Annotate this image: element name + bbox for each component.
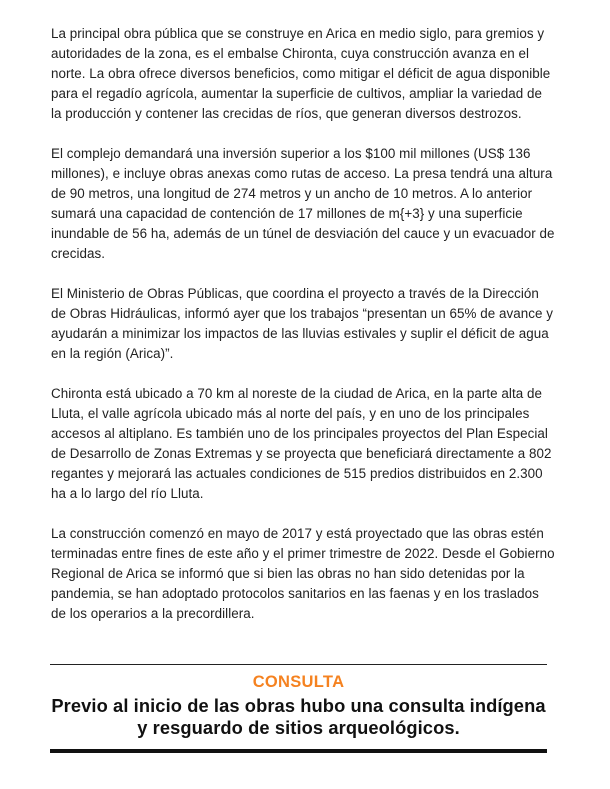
article-paragraph-3: El Ministerio de Obras Públicas, que coordina el proyecto a través de la Dirección de Obras Hidráulicas, informó ayer que los trabajos “presentan un 65% de avance y ayudarán a minimizar los impactos de las lluvias estivales y suplir el déficit de agua en la región (Arica)”. xyxy=(51,286,554,361)
callout-box xyxy=(50,664,547,753)
article-paragraph-2: El complejo demandará una inversión superior a los $100 mil millones (US$ 136 millones), e incluye obras anexas como rutas de acceso. La presa tendrá una altura de 90 metros, una longitud de 274 metros y un ancho de 10 metros. A lo anterior sumará una capacidad de contención de 17 millones de m{+3} y una superficie inundable de 56 ha, además de un túnel de desviación del cauce y un evacuador de crecidas. xyxy=(51,146,555,261)
article-paragraph-4: Chironta está ubicado a 70 km al noreste de la ciudad de Arica, en la parte alta de Lluta, el valle agrícola ubicado más al norte del país, y en uno de los principales accesos al altiplano. Es también uno de los principales proyectos del Plan Especial de Desarrollo de Zonas Extremas y se proyecta que beneficiará directamente a 802 regantes y mejorará las actuales condiciones de 515 predios distribuidos en 2.300 ha a lo largo del río Lluta. xyxy=(51,386,552,501)
callout-bottom-divider xyxy=(50,749,547,753)
article-paragraph-5: La construcción comenzó en mayo de 2017 y está proyectado que las obras estén terminadas entre fines de este año y el primer trimestre de 2022. Desde el Gobierno Regional de Arica se informó que si bien las obras no han sido detenidas por la pandemia, se han adoptado protocolos sanitarios en las faenas y en los traslados de los operarios a la precordillera. xyxy=(51,526,555,621)
callout-top-divider xyxy=(50,664,547,665)
article-body xyxy=(51,24,556,644)
callout-headline: Previo al inicio de las obras hubo una consulta indígena y resguardo de sitios arqueológicos. xyxy=(51,695,546,738)
article-paragraph-1: La principal obra pública que se construye en Arica en medio siglo, para gremios y autoridades de la zona, es el embalse Chironta, cuya construcción avanza en el norte. La obra ofrece diversos beneficios, como mitigar el déficit de agua disponible para el regadío agrícola, aumentar la superficie de cultivos, ampliar la variedad de la producción y contener las crecidas de ríos, que generan diversos destrozos. xyxy=(51,26,551,121)
callout-kicker: CONSULTA xyxy=(252,673,345,691)
